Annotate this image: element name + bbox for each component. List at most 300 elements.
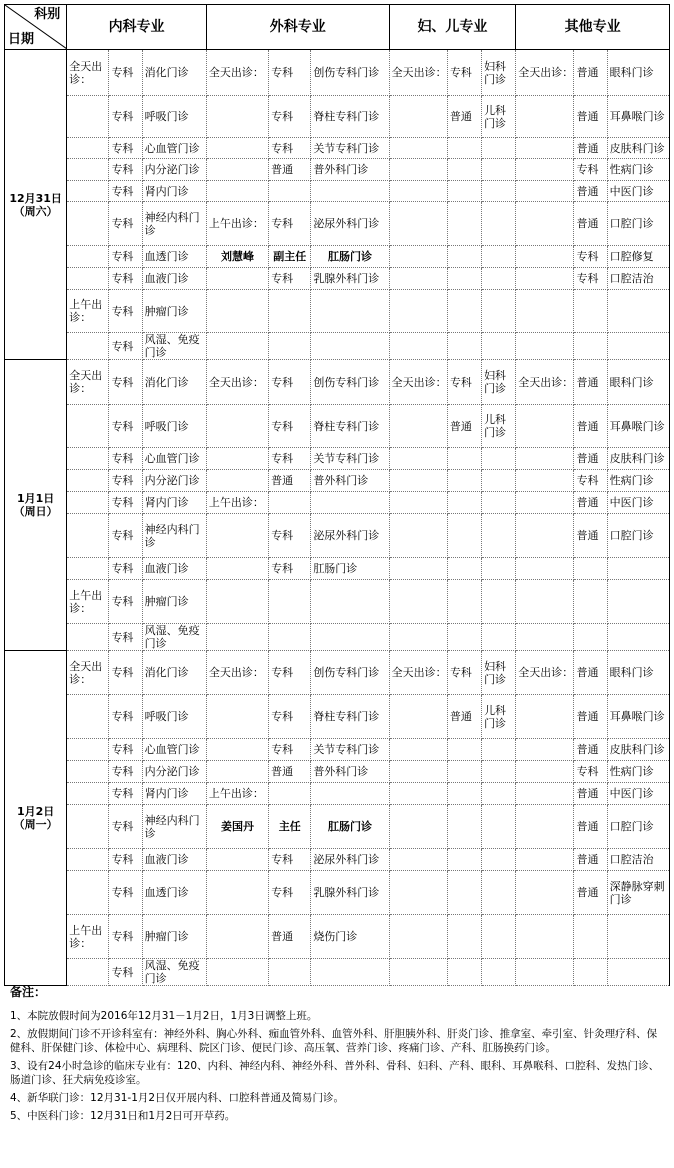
cell-session: [206, 159, 268, 181]
cell-clinic: [482, 558, 516, 580]
cell-level: 专科: [109, 360, 142, 405]
cell-session: [206, 405, 268, 448]
cell-clinic: 内分泌门诊: [142, 159, 206, 181]
cell-level: [269, 783, 311, 805]
cell-clinic: [607, 290, 669, 333]
cell-session: [67, 492, 109, 514]
cell-level: 普通: [574, 202, 607, 246]
cell-clinic: [311, 492, 389, 514]
cell-level: [574, 290, 607, 333]
cell-level: 专科: [109, 246, 142, 268]
cell-session: 全天出诊：: [516, 50, 574, 96]
cell-session: [67, 333, 109, 360]
cell-clinic: 心血管门诊: [142, 138, 206, 159]
cell-session: [206, 761, 268, 783]
header-date-label: 日期: [8, 32, 35, 47]
cell-level: [447, 959, 481, 986]
cell-level: [269, 580, 311, 624]
cell-level: 普通: [574, 96, 607, 138]
cell-clinic: 性病门诊: [607, 470, 669, 492]
cell-session: [516, 739, 574, 761]
cell-clinic: 呼吸门诊: [142, 695, 206, 739]
cell-clinic: [482, 805, 516, 849]
cell-clinic: 皮肤科门诊: [607, 739, 669, 761]
cell-clinic: 肛肠门诊: [311, 246, 389, 268]
cell-clinic: 口腔洁治: [607, 268, 669, 290]
schedule-row: [5, 624, 670, 651]
cell-clinic: [607, 915, 669, 959]
note-item: 5、中医科门诊：12月31日和1月2日可开草药。: [10, 1110, 236, 1122]
cell-level: [574, 959, 607, 986]
cell-session: [206, 558, 268, 580]
cell-clinic: [482, 915, 516, 959]
cell-clinic: 普外科门诊: [311, 761, 389, 783]
cell-level: 普通: [447, 405, 481, 448]
cell-session: [389, 448, 447, 470]
cell-session: [516, 333, 574, 360]
cell-session: [67, 871, 109, 915]
cell-level: 普通: [574, 360, 607, 405]
cell-level: 专科: [269, 651, 311, 695]
cell-clinic: [607, 558, 669, 580]
cell-level: 专科: [109, 181, 142, 202]
cell-session: [206, 915, 268, 959]
cell-clinic: 性病门诊: [607, 159, 669, 181]
cell-session: [206, 290, 268, 333]
cell-session: [389, 695, 447, 739]
cell-clinic: [311, 580, 389, 624]
cell-clinic: 肿瘤门诊: [142, 915, 206, 959]
cell-level: [447, 159, 481, 181]
schedule-row: [5, 558, 670, 580]
cell-level: 专科: [269, 138, 311, 159]
cell-session: [67, 181, 109, 202]
cell-level: [447, 915, 481, 959]
cell-level: 专科: [109, 739, 142, 761]
cell-level: 专科: [109, 805, 142, 849]
schedule-row: [5, 849, 670, 871]
schedule-row: [5, 492, 670, 514]
cell-level: 专科: [269, 695, 311, 739]
cell-session: 姜国丹: [206, 805, 268, 849]
cell-session: 全天出诊：: [67, 360, 109, 405]
cell-clinic: 泌尿外科门诊: [311, 849, 389, 871]
cell-level: 专科: [109, 268, 142, 290]
cell-session: [389, 159, 447, 181]
note-item: 1、本院放假时间为2016年12月31－1月2日，1月3日调整上班。: [10, 1010, 318, 1022]
schedule-row: [5, 333, 670, 360]
cell-level: 专科: [447, 651, 481, 695]
cell-level: [447, 761, 481, 783]
cell-level: 专科: [109, 333, 142, 360]
cell-session: [67, 159, 109, 181]
cell-clinic: [482, 492, 516, 514]
cell-session: 上午出诊：: [67, 915, 109, 959]
cell-level: [269, 624, 311, 651]
schedule-row: [5, 246, 670, 268]
cell-clinic: [311, 624, 389, 651]
cell-level: 普通: [269, 470, 311, 492]
cell-clinic: [482, 181, 516, 202]
cell-level: 专科: [109, 580, 142, 624]
cell-session: 全天出诊：: [389, 360, 447, 405]
cell-level: 专科: [447, 360, 481, 405]
schedule-row: [5, 159, 670, 181]
cell-clinic: 泌尿外科门诊: [311, 514, 389, 558]
cell-level: [447, 558, 481, 580]
schedule-row: [5, 514, 670, 558]
cell-clinic: 风湿、免疫门诊: [142, 333, 206, 360]
cell-session: [389, 580, 447, 624]
cell-session: [389, 246, 447, 268]
cell-clinic: 眼科门诊: [607, 651, 669, 695]
cell-level: 专科: [109, 405, 142, 448]
cell-clinic: 创伤专科门诊: [311, 50, 389, 96]
cell-session: [206, 181, 268, 202]
schedule-row: [5, 138, 670, 159]
cell-clinic: 眼科门诊: [607, 50, 669, 96]
cell-session: [516, 246, 574, 268]
cell-clinic: 内分泌门诊: [142, 761, 206, 783]
note-item: 2、放假期间门诊不开诊科室有：神经外科、胸心外科、痂血管外科、血管外科、肝胆胰外科、肝炎门诊、推拿室、牵引室、针灸理疗科、保健科、肝保健门诊、体检中心、病理科、院区门诊、便民门诊、高压氧、营养门诊、疼痛门诊、产科、肛肠换药门诊。: [10, 1028, 658, 1054]
cell-clinic: 脊柱专科门诊: [311, 96, 389, 138]
cell-clinic: 心血管门诊: [142, 739, 206, 761]
cell-level: 专科: [109, 470, 142, 492]
cell-clinic: 耳鼻喉门诊: [607, 695, 669, 739]
cell-clinic: 关节专科门诊: [311, 448, 389, 470]
cell-clinic: [482, 268, 516, 290]
cell-session: [516, 783, 574, 805]
cell-clinic: 眼科门诊: [607, 360, 669, 405]
cell-clinic: [482, 783, 516, 805]
cell-clinic: 烧伤门诊: [311, 915, 389, 959]
schedule-row: [5, 805, 670, 849]
notes-section: [10, 985, 666, 1127]
cell-session: [516, 695, 574, 739]
cell-session: [389, 470, 447, 492]
schedule-row: [5, 405, 670, 448]
cell-clinic: [311, 290, 389, 333]
cell-level: 普通: [574, 695, 607, 739]
cell-clinic: [311, 783, 389, 805]
cell-session: [516, 159, 574, 181]
schedule-row: [5, 290, 670, 333]
cell-session: [206, 624, 268, 651]
cell-clinic: 关节专科门诊: [311, 138, 389, 159]
cell-level: [447, 805, 481, 849]
cell-clinic: [482, 849, 516, 871]
cell-session: 刘慧峰: [206, 246, 268, 268]
cell-clinic: 中医门诊: [607, 783, 669, 805]
cell-session: [389, 624, 447, 651]
cell-session: [516, 558, 574, 580]
cell-session: [389, 739, 447, 761]
cell-clinic: 关节专科门诊: [311, 739, 389, 761]
note-item: 4、新华联门诊：12月31-1月2日仅开展内科、口腔科普通及简易门诊。: [10, 1092, 345, 1104]
cell-clinic: [607, 580, 669, 624]
cell-level: [447, 448, 481, 470]
cell-level: [447, 739, 481, 761]
cell-session: [206, 448, 268, 470]
cell-level: [447, 783, 481, 805]
cell-session: [67, 849, 109, 871]
cell-session: 上午出诊：: [206, 202, 268, 246]
cell-level: 专科: [109, 915, 142, 959]
cell-level: 专科: [109, 492, 142, 514]
cell-session: [389, 181, 447, 202]
cell-session: [516, 405, 574, 448]
cell-clinic: [482, 159, 516, 181]
cell-session: 全天出诊：: [516, 651, 574, 695]
cell-clinic: 皮肤科门诊: [607, 138, 669, 159]
cell-clinic: 中医门诊: [607, 181, 669, 202]
note-item: 3、设有24小时急诊的临床专业有：120、内科、神经内科、神经外科、普外科、骨科、妇科、产科、眼科、耳鼻喉科、口腔科、发热门诊、肠道门诊、狂犬病免疫诊室。: [10, 1060, 660, 1086]
cell-level: 专科: [109, 761, 142, 783]
cell-clinic: 肿瘤门诊: [142, 290, 206, 333]
cell-level: 专科: [269, 50, 311, 96]
cell-level: 专科: [109, 290, 142, 333]
cell-clinic: 内分泌门诊: [142, 470, 206, 492]
cell-clinic: 肿瘤门诊: [142, 580, 206, 624]
cell-clinic: 脊柱专科门诊: [311, 695, 389, 739]
cell-session: [516, 290, 574, 333]
cell-session: [389, 202, 447, 246]
cell-level: [447, 849, 481, 871]
cell-session: [67, 558, 109, 580]
cell-level: 普通: [447, 96, 481, 138]
cell-level: [574, 580, 607, 624]
cell-session: [516, 871, 574, 915]
cell-clinic: 神经内科门诊: [142, 805, 206, 849]
cell-level: [269, 959, 311, 986]
cell-session: [206, 871, 268, 915]
cell-session: [67, 959, 109, 986]
cell-session: [516, 181, 574, 202]
cell-session: 上午出诊：: [67, 290, 109, 333]
cell-session: 全天出诊：: [206, 651, 268, 695]
cell-level: 普通: [574, 181, 607, 202]
cell-level: 专科: [109, 849, 142, 871]
date-cell: 1月2日 （周一）: [5, 651, 67, 986]
date-cell: 12月31日 （周六）: [5, 50, 67, 360]
cell-session: [67, 695, 109, 739]
cell-level: 普通: [574, 138, 607, 159]
schedule-row: [5, 959, 670, 986]
cell-clinic: 血透门诊: [142, 871, 206, 915]
cell-session: 全天出诊：: [67, 50, 109, 96]
cell-session: [389, 290, 447, 333]
cell-clinic: [482, 871, 516, 915]
cell-level: [574, 915, 607, 959]
cell-level: 普通: [574, 50, 607, 96]
cell-session: [389, 783, 447, 805]
cell-clinic: 心血管门诊: [142, 448, 206, 470]
cell-level: 专科: [109, 959, 142, 986]
cell-level: 普通: [574, 405, 607, 448]
cell-level: [447, 268, 481, 290]
cell-level: 专科: [269, 268, 311, 290]
schedule-row: [5, 202, 670, 246]
cell-session: [206, 268, 268, 290]
cell-clinic: [482, 959, 516, 986]
cell-clinic: [607, 959, 669, 986]
cell-level: 普通: [574, 805, 607, 849]
cell-session: 上午出诊：: [206, 783, 268, 805]
cell-session: 上午出诊：: [206, 492, 268, 514]
cell-clinic: 中医门诊: [607, 492, 669, 514]
cell-session: [206, 580, 268, 624]
cell-clinic: 创伤专科门诊: [311, 651, 389, 695]
cell-level: 普通: [574, 871, 607, 915]
cell-level: [269, 290, 311, 333]
cell-session: [206, 959, 268, 986]
cell-level: 专科: [447, 50, 481, 96]
cell-level: 专科: [109, 202, 142, 246]
cell-level: [447, 246, 481, 268]
cell-clinic: [482, 138, 516, 159]
cell-level: [447, 202, 481, 246]
cell-level: [574, 333, 607, 360]
cell-clinic: 消化门诊: [142, 651, 206, 695]
schedule-row: [5, 181, 670, 202]
cell-level: 专科: [269, 448, 311, 470]
cell-clinic: [311, 333, 389, 360]
cell-session: [67, 96, 109, 138]
cell-level: [447, 333, 481, 360]
cell-clinic: [482, 448, 516, 470]
cell-level: [447, 138, 481, 159]
cell-clinic: [311, 181, 389, 202]
cell-clinic: [311, 959, 389, 986]
cell-session: [389, 915, 447, 959]
cell-session: [389, 805, 447, 849]
cell-session: [516, 514, 574, 558]
cell-session: [389, 849, 447, 871]
cell-level: 普通: [574, 492, 607, 514]
cell-session: [516, 761, 574, 783]
schedule-row: [5, 580, 670, 624]
cell-level: 专科: [574, 761, 607, 783]
cell-level: [447, 871, 481, 915]
cell-clinic: 血透门诊: [142, 246, 206, 268]
cell-session: [67, 761, 109, 783]
cell-clinic: 口腔门诊: [607, 202, 669, 246]
cell-session: [206, 514, 268, 558]
cell-clinic: 泌尿外科门诊: [311, 202, 389, 246]
cell-level: [447, 514, 481, 558]
schedule-row: [5, 470, 670, 492]
cell-level: 普通: [269, 915, 311, 959]
cell-level: 专科: [109, 50, 142, 96]
cell-clinic: 口腔修复: [607, 246, 669, 268]
header-subject-label: 科别: [34, 7, 61, 22]
cell-session: [67, 514, 109, 558]
cell-clinic: 血液门诊: [142, 268, 206, 290]
cell-session: [67, 805, 109, 849]
cell-level: 普通: [269, 761, 311, 783]
cell-clinic: 风湿、免疫门诊: [142, 624, 206, 651]
outpatient-schedule-table: [4, 4, 670, 986]
cell-level: [574, 558, 607, 580]
header-row: [5, 5, 670, 50]
cell-level: 专科: [109, 138, 142, 159]
cell-clinic: 性病门诊: [607, 761, 669, 783]
cell-session: [389, 138, 447, 159]
cell-session: [67, 783, 109, 805]
cell-clinic: 风湿、免疫门诊: [142, 959, 206, 986]
cell-clinic: [607, 624, 669, 651]
cell-clinic: 神经内科门诊: [142, 514, 206, 558]
cell-session: [516, 959, 574, 986]
cell-level: 专科: [269, 558, 311, 580]
cell-level: 专科: [109, 514, 142, 558]
cell-clinic: 肾内门诊: [142, 181, 206, 202]
cell-level: 专科: [269, 739, 311, 761]
cell-level: 专科: [574, 246, 607, 268]
cell-level: 专科: [269, 849, 311, 871]
cell-clinic: 呼吸门诊: [142, 405, 206, 448]
cell-session: [516, 268, 574, 290]
cell-level: [574, 624, 607, 651]
cell-clinic: [482, 290, 516, 333]
cell-session: [516, 492, 574, 514]
cell-session: [516, 915, 574, 959]
schedule-row: [5, 96, 670, 138]
cell-clinic: 消化门诊: [142, 360, 206, 405]
cell-level: 专科: [269, 514, 311, 558]
cell-level: 普通: [447, 695, 481, 739]
cell-clinic: 儿科门诊: [482, 695, 516, 739]
cell-level: [447, 580, 481, 624]
cell-session: [206, 333, 268, 360]
cell-level: 专科: [269, 96, 311, 138]
cell-level: 专科: [109, 871, 142, 915]
cell-level: [447, 470, 481, 492]
cell-clinic: 肾内门诊: [142, 492, 206, 514]
cell-clinic: 肾内门诊: [142, 783, 206, 805]
cell-clinic: 肛肠门诊: [311, 558, 389, 580]
cell-clinic: [482, 246, 516, 268]
schedule-row: [5, 651, 670, 695]
schedule-row: [5, 761, 670, 783]
cell-clinic: [482, 470, 516, 492]
cell-level: 专科: [109, 624, 142, 651]
cell-clinic: 口腔洁治: [607, 849, 669, 871]
cell-session: 全天出诊：: [516, 360, 574, 405]
cell-clinic: 呼吸门诊: [142, 96, 206, 138]
cell-clinic: 普外科门诊: [311, 159, 389, 181]
cell-level: 普通: [574, 651, 607, 695]
schedule-row: [5, 871, 670, 915]
cell-clinic: [607, 333, 669, 360]
cell-session: [516, 580, 574, 624]
cell-session: [516, 624, 574, 651]
cell-session: [389, 333, 447, 360]
cell-level: 专科: [269, 360, 311, 405]
schedule-row: [5, 739, 670, 761]
cell-level: [447, 181, 481, 202]
cell-level: 专科: [574, 159, 607, 181]
cell-level: 普通: [574, 514, 607, 558]
cell-clinic: 妇科门诊: [482, 651, 516, 695]
cell-level: 专科: [109, 695, 142, 739]
cell-clinic: 口腔门诊: [607, 514, 669, 558]
cell-clinic: 普外科门诊: [311, 470, 389, 492]
cell-session: [67, 739, 109, 761]
cell-session: [389, 405, 447, 448]
notes-title: 备注：: [10, 985, 47, 999]
cell-level: 普通: [574, 783, 607, 805]
